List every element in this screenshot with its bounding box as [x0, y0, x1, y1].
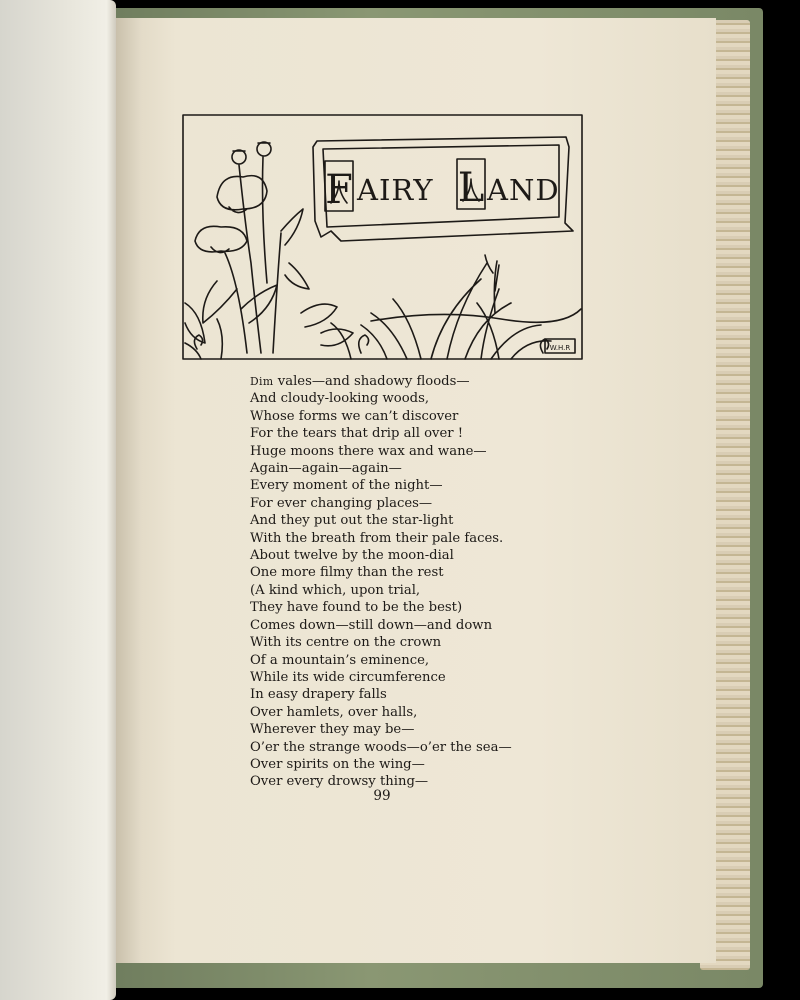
- title-text-and: AND: [487, 173, 560, 207]
- poem-first-word: Dim: [250, 375, 274, 388]
- poem-line: For ever changing places—: [250, 495, 433, 511]
- poem-line: Dim vales—and shadowy floods—: [250, 374, 470, 389]
- tall-grass: [485, 255, 499, 313]
- poem-line: Again—again—again—: [250, 461, 402, 477]
- poem-line: With the breath from their pale faces.: [250, 530, 504, 546]
- poem-line: Wherever they may be—: [250, 722, 415, 738]
- title-cap-l: L: [457, 165, 485, 211]
- poem-line: Huge moons there wax and wane—: [250, 443, 487, 459]
- illustrated-header: [181, 113, 584, 361]
- poem-line: Every moment of the night—: [250, 478, 443, 494]
- poem-line: In easy drapery falls: [250, 687, 387, 703]
- leaf-clump: [185, 303, 353, 359]
- poppy-bud-2: [257, 142, 271, 156]
- poem-line: While its wide circumference: [250, 669, 446, 685]
- page-number: 99: [373, 788, 391, 804]
- poem-line: One more filmy than the rest: [250, 565, 444, 581]
- poem-line: Whose forms we can’t discover: [250, 408, 459, 424]
- title-cap-f: F: [325, 167, 353, 213]
- poem-line: Over every drowsy thing—: [250, 774, 429, 790]
- poem-line: Of a mountain’s eminence,: [250, 652, 430, 668]
- poem-line: And cloudy-looking woods,: [250, 391, 430, 407]
- grass-blades: [331, 263, 551, 359]
- poem-line: Over spirits on the wing—: [250, 756, 425, 772]
- poppy-stems: [225, 157, 281, 353]
- poppy-flower-2: [195, 226, 247, 252]
- poem-line: O’er the strange woods—o’er the sea—: [250, 739, 512, 755]
- poem-line: They have found to be the best): [250, 600, 463, 616]
- monogram: W.H.R: [549, 344, 571, 352]
- poem-line: And they put out the star-light: [250, 513, 454, 529]
- poem-line: Comes down—still down—and down: [250, 617, 493, 633]
- poem-line: For the tears that drip all over !: [250, 426, 464, 442]
- poem-line: With its centre on the crown: [250, 635, 442, 651]
- poem-line: Over hamlets, over halls,: [250, 704, 418, 720]
- poppy-bud: [232, 150, 246, 164]
- poem: [250, 373, 570, 791]
- left-page: [0, 0, 116, 1000]
- title-text-airy: AIRY: [357, 173, 434, 207]
- poem-line: About twelve by the moon-dial: [250, 548, 454, 564]
- poem-line: (A kind which, upon trial,: [250, 582, 421, 598]
